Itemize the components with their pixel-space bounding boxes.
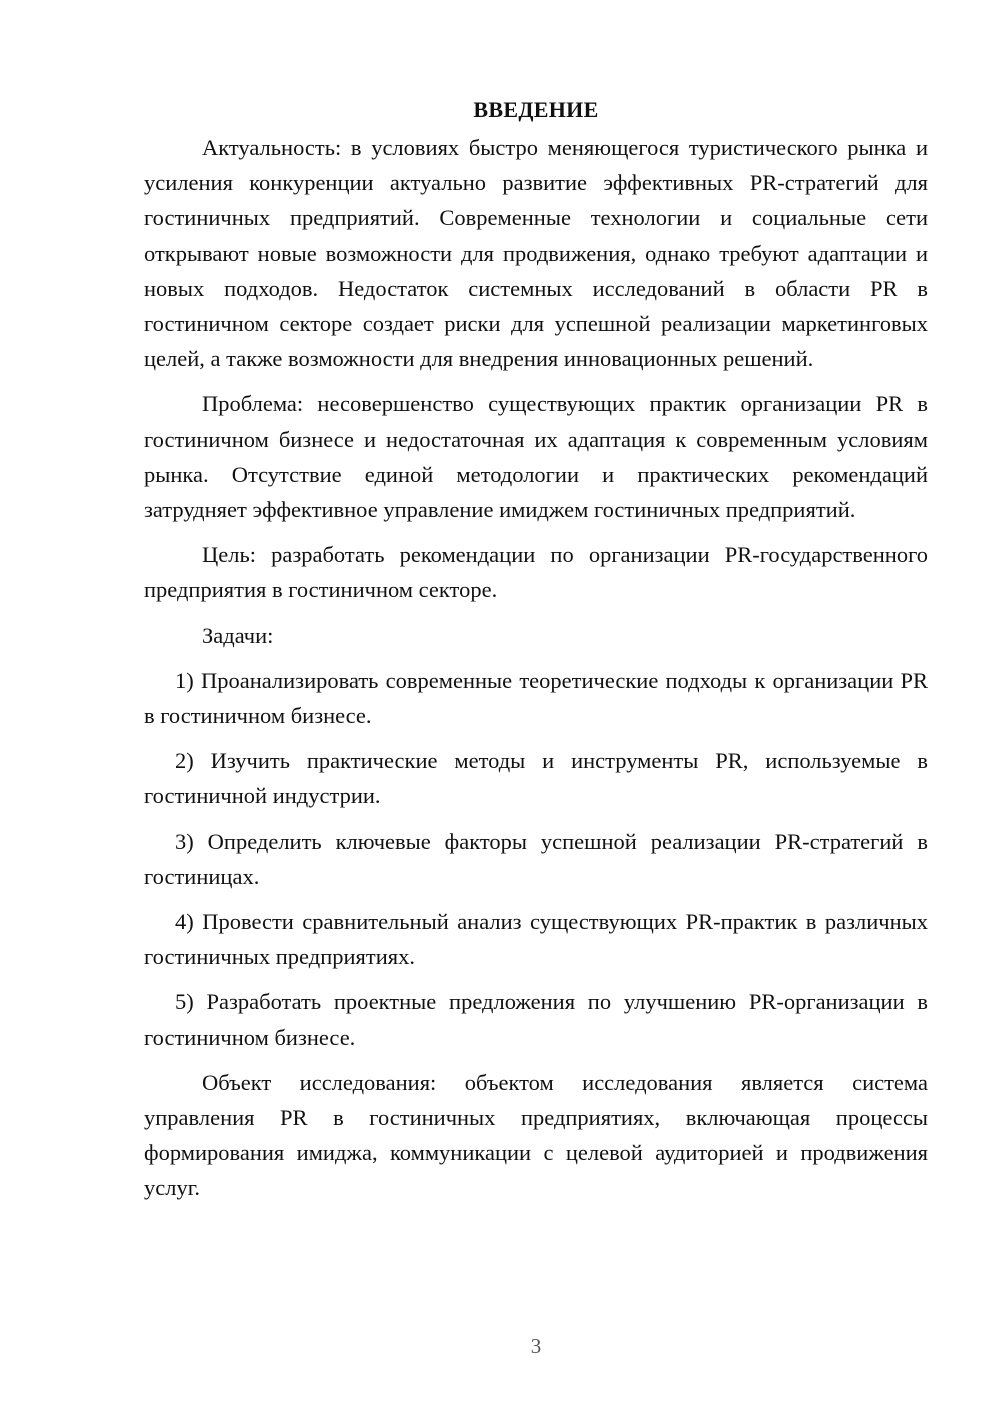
task-item-2 (144, 743, 928, 813)
task-number: 1) (175, 667, 194, 693)
task-item-5 (144, 984, 928, 1054)
paragraph-goal: Цель: разработать рекомендации по организации PR-государственного предприятия в гостиничном секторе. (144, 542, 928, 603)
task-item-3 (144, 824, 928, 894)
task-number: 2) (175, 748, 194, 774)
task-text: Разработать проектные предложения по улучшению PR-организации в гостиничном бизнесе. (144, 989, 929, 1050)
paragraph-problem: Проблема: несовершенство существующих практик организации PR в гостиничном бизнесе и недостаточная их адаптация к современным условиям рынка. Отсутствие единой методологии и практических рекомендаций затрудняет эффективное управление имиджем гостиничных предприятий. (144, 391, 928, 523)
task-item-1 (144, 663, 928, 733)
paragraph-tasks-heading: Задачи: (202, 622, 274, 648)
task-text: Определить ключевые факторы успешной реализации PR-стратегий в гостиницах. (144, 828, 929, 889)
task-number: 4) (175, 909, 194, 935)
page-number: 3 (530, 1334, 542, 1358)
task-number: 5) (175, 989, 194, 1015)
task-number: 3) (175, 828, 194, 854)
paragraph-object: Объект исследования: объектом исследования является система управления PR в гостиничных предприятиях, включающая процессы формирования имиджа, коммуникации с целевой аудиторией и продвижения услуг. (144, 1069, 928, 1201)
section-title: ВВЕДЕНИЕ (473, 97, 599, 122)
task-text: Изучить практические методы и инструменты PR, используемые в гостиничной индустрии. (144, 748, 928, 809)
task-item-4 (144, 904, 928, 974)
page-content (144, 92, 928, 1216)
paragraph-relevance: Актуальность: в условиях быстро меняющегося туристического рынка и усиления конкуренции актуально развитие эффективных PR-стратегий для гостиничных предприятий. Современные технологии и социальные сети открывают новые возможности для продвижения, однако требуют адаптации и новых подходов. Недостаток системных исследований в области PR в гостиничном секторе создает риски для успешной реализации маркетинговых целей, а также возможности для внедрения инновационных решений. (144, 135, 928, 372)
task-text: Провести сравнительный анализ существующих PR-практик в различных гостиничных предприятиях. (144, 909, 928, 970)
task-text: Проанализировать современные теоретические подходы к организации PR в гостиничном бизнесе. (144, 667, 928, 729)
